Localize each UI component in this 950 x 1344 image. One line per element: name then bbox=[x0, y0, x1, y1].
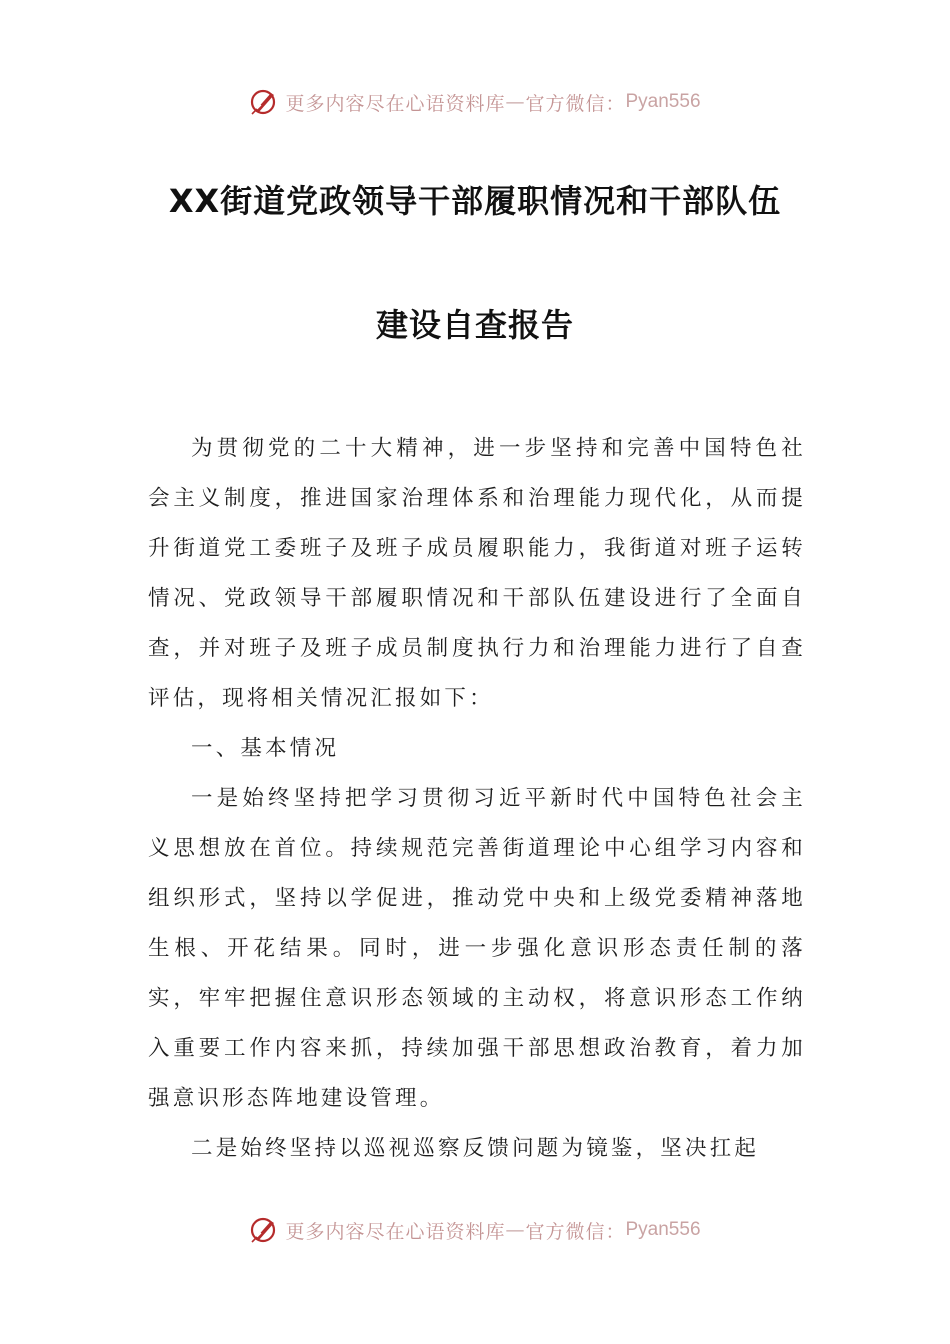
watermark-id: Pyan556 bbox=[625, 91, 701, 112]
paragraph-intro: 为贯彻党的二十大精神，进一步坚持和完善中国特色社会主义制度，推进国家治理体系和治理能力现代化，从而提升街道党工委班子及班子成员履职能力，我街道对班子运转情况、党政领导干部履职情况和干部队伍建设进行了全面自查，并对班子及班子成员制度执行力和治理能力进行了自查评估，现将相关情况汇报如下： bbox=[148, 436, 806, 711]
watermark-label: 官方微信： bbox=[525, 92, 626, 115]
paragraph-point-2: 二是始终坚持以巡视巡察反馈问题为镜鉴，坚决扛起 bbox=[191, 1136, 760, 1161]
watermark-separator: — bbox=[505, 91, 526, 113]
watermark-main-text: 更多内容尽在心语资料库 bbox=[285, 92, 506, 115]
watermark-label: 官方微信： bbox=[525, 1220, 626, 1243]
quill-logo-icon bbox=[249, 1215, 279, 1245]
watermark-banner-top bbox=[0, 80, 950, 124]
document-title-line-1: XX街道党政领导干部履职情况和干部队伍 bbox=[168, 182, 782, 220]
watermark-banner-bottom bbox=[0, 1208, 950, 1252]
section-heading-basic: 一、基本情况 bbox=[191, 736, 340, 761]
watermark-id: Pyan556 bbox=[625, 1219, 701, 1240]
paragraph-point-1: 一是始终坚持把学习贯彻习近平新时代中国特色社会主义思想放在首位。持续规范完善街道理论中心组学习内容和组织形式，坚持以学促进，推动党中央和上级党委精神落地生根、开花结果。同时，进一步强化意识形态责任制的落实，牢牢把握住意识形态领域的主动权，将意识形态工作纳入重要工作内容来抓，持续加强干部思想政治教育，着力加强意识形态阵地建设管理。 bbox=[148, 786, 806, 1111]
document-title-line-2: 建设自查报告 bbox=[375, 306, 574, 344]
watermark-main-text: 更多内容尽在心语资料库 bbox=[285, 1220, 506, 1243]
quill-logo-icon bbox=[249, 87, 279, 117]
document-body bbox=[148, 424, 806, 1174]
watermark-separator: — bbox=[505, 1219, 526, 1241]
